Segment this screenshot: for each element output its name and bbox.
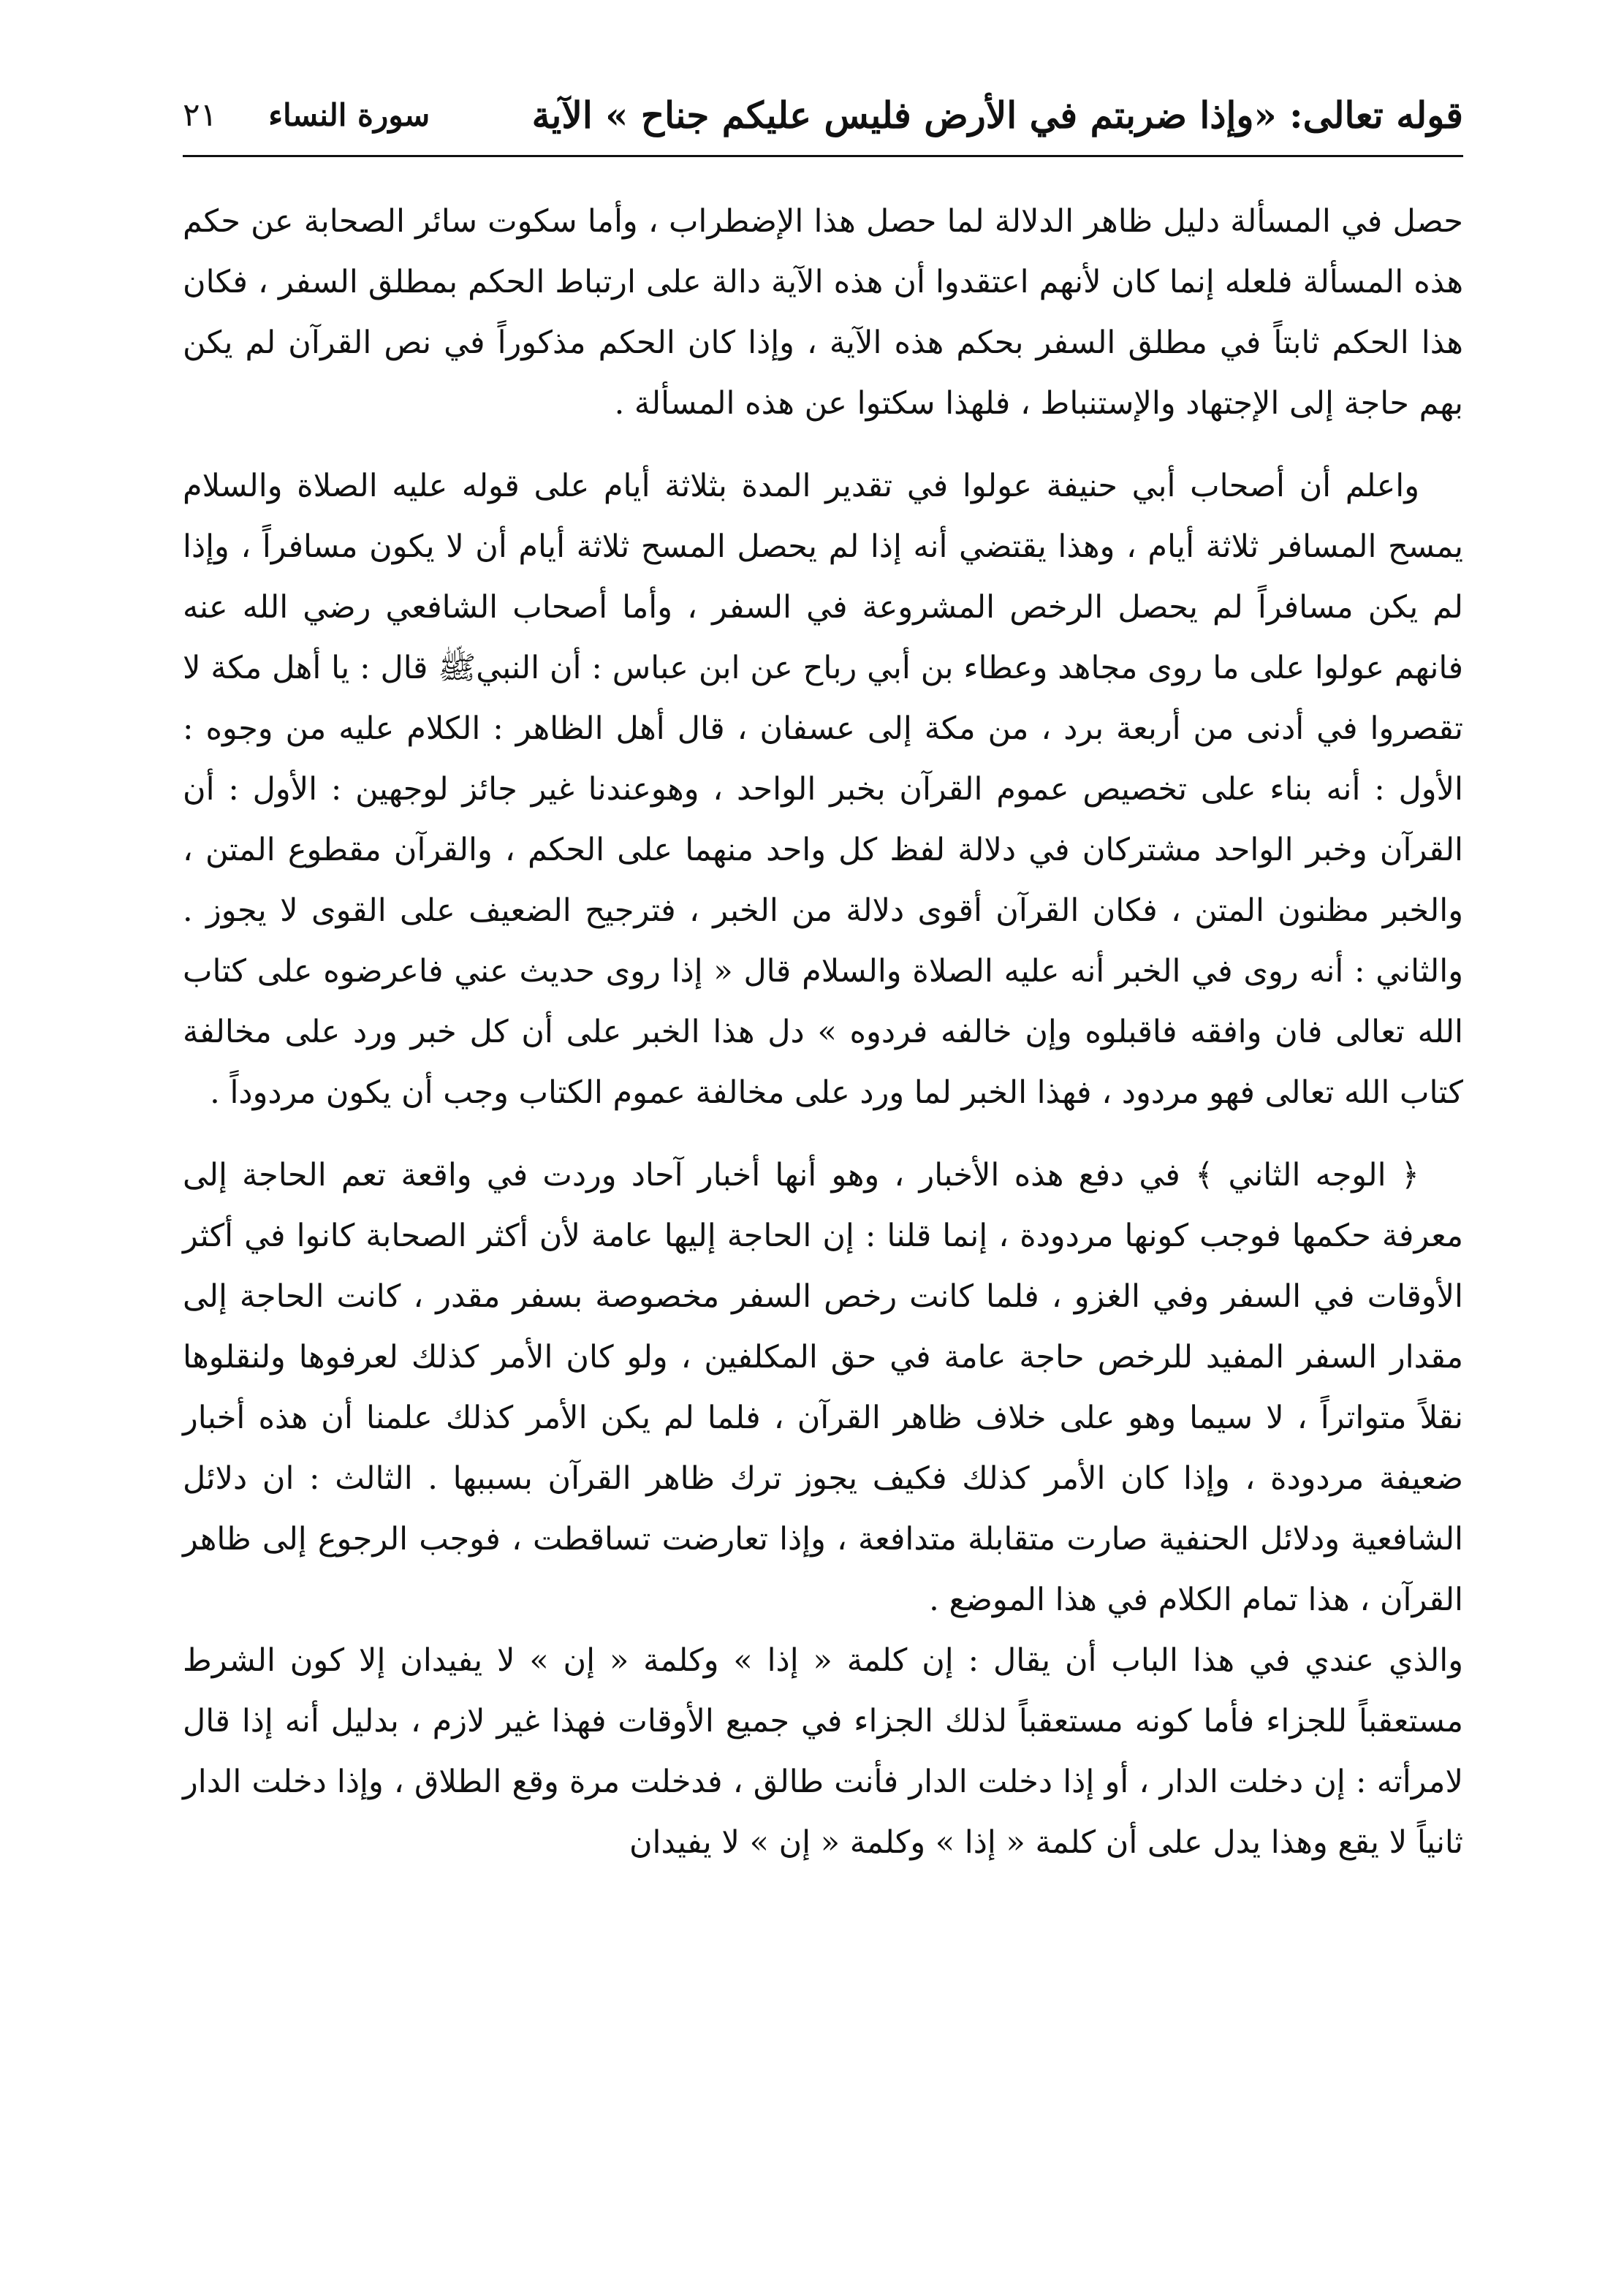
header-surah-name: سورة النساء	[268, 96, 430, 133]
page-number: ٢١	[183, 96, 218, 134]
paragraph-4: والذي عندي في هذا الباب أن يقال : إن كلمة « إذا » وكلمة « إن » لا يفيدان إلا كون الشرط مستعقباً للجزاء فأما كونه مستعقباً لذلك الجزاء في جميع الأوقات فهذا غير لازم ، بدليل أنه إذا قال لامرأته : إن دخلت الدار ، أو إذا دخلت الدار فأنت طالق ، فدخلت مرة وقع الطلاق ، وإذا دخلت الدار ثانياً لا يقع وهذا يدل على أن كلمة « إذا » وكلمة « إن » لا يفيدان	[183, 1642, 1463, 1861]
paragraph-3: ﴿ الوجه الثاني ﴾ في دفع هذه الأخبار ، وهو أنها أخبار آحاد وردت في واقعة تعم الحاجة إلى معرفة حكمها فوجب كونها مردودة ، إنما قلنا : إن الحاجة إليها عامة لأن أكثر الصحابة كانوا في أكثر الأوقات في السفر وفي الغزو ، فلما كانت رخص السفر مخصوصة بسفر مقدر ، كانت الحاجة إلى مقدار السفر المفيد للرخص حاجة عامة في حق المكلفين ، ولو كان الأمر كذلك لعرفوها ولنقلوها نقلاً متواتراً ، لا سيما وهو على خلاف ظاهر القرآن ، فلما لم يكن الأمر كذلك علمنا أن هذه أخبار ضعيفة مردودة ، وإذا كان الأمر كذلك فكيف يجوز ترك ظاهر القرآن بسببها . الثالث : ان دلائل الشافعية ودلائل الحنفية صارت متقابلة متدافعة ، وإذا تعارضت تساقطت ، فوجب الرجوع إلى ظاهر القرآن ، هذا تمام الكلام في هذا الموضع .	[183, 1157, 1463, 1618]
running-header	[183, 82, 1463, 148]
paragraph-2: واعلم أن أصحاب أبي حنيفة عولوا في تقدير المدة بثلاثة أيام على قوله عليه الصلاة والسلام يمسح المسافر ثلاثة أيام ، وهذا يقتضي أنه إذا لم يحصل المسح ثلاثة أيام أن لا يكون مسافراً ، وإذا لم يكن مسافراً لم يحصل الرخص المشروعة في السفر ، وأما أصحاب الشافعي رضي الله عنه فانهم عولوا على ما روى مجاهد وعطاء بن أبي رباح عن ابن عباس : أن النبيﷺ قال : يا أهل مكة لا تقصروا في أدنى من أربعة برد ، من مكة إلى عسفان ، قال أهل الظاهر : الكلام عليه من وجوه : الأول : أنه بناء على تخصيص عموم القرآن بخبر الواحد ، وهوعندنا غير جائز لوجهين : الأول : أن القرآن وخبر الواحد مشتركان في دلالة لفظ كل واحد منهما على الحكم ، والقرآن مقطوع المتن ، والخبر مظنون المتن ، فكان القرآن أقوى دلالة من الخبر ، فترجيح الضعيف على القوى لا يجوز . والثاني : أنه روى في الخبر أنه عليه الصلاة والسلام قال « إذا روى حديث عني فاعرضوه على كتاب الله تعالى فان وافقه فاقبلوه وإن خالفه فردوه » دل هذا الخبر على أن كل خبر ورد على مخالفة كتاب الله تعالى فهو مردود ، فهذا الخبر لما ورد على مخالفة عموم الكتاب وجب أن يكون مردوداً .	[183, 468, 1463, 1111]
header-title: قوله تعالى: «وإذا ضربتم في الأرض فليس عليكم جناح » الآية	[531, 93, 1463, 137]
body-text	[183, 191, 1463, 1873]
header-meta	[183, 96, 430, 134]
paragraph-1: حصل في المسألة دليل ظاهر الدلالة لما حصل هذا الإضطراب ، وأما سكوت سائر الصحابة عن حكم هذه المسألة فلعله إنما كان لأنهم اعتقدوا أن هذه الآية دالة على ارتباط الحكم بمطلق السفر ، فكان هذا الحكم ثابتاً في مطلق السفر بحكم هذه الآية ، وإذا كان الحكم مذكوراً في نص القرآن لم يكن بهم حاجة إلى الإجتهاد والإستنباط ، فلهذا سكتوا عن هذه المسألة .	[183, 203, 1463, 422]
header-rule	[183, 155, 1463, 157]
